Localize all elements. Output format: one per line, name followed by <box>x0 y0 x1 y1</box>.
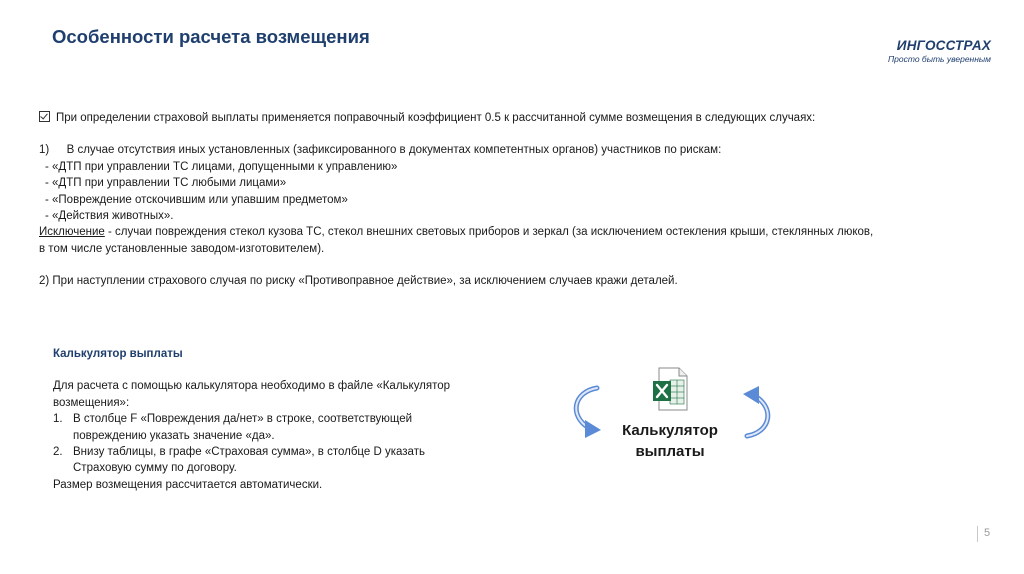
calculator-heading: Калькулятор выплаты <box>53 348 183 360</box>
excel-file-icon <box>651 366 689 412</box>
exception-line <box>39 224 919 240</box>
risk-item: - «Повреждение отскочившим или упавшим предметом» <box>45 193 348 206</box>
case-1-text: В случае отсутствия иных установленных (зафиксированного в документах компетентных органов) участников по рискам: <box>66 144 722 157</box>
risk-item: - «ДТП при управлении ТС любыми лицами» <box>45 177 287 190</box>
calculator-intro-line: возмещения»: <box>53 396 130 409</box>
calculator-step <box>53 411 483 444</box>
case-1-number: 1) <box>39 144 50 157</box>
step-text: Страховую сумму по договору. <box>73 462 237 475</box>
calculator-link-label-line: Калькулятор <box>622 422 718 439</box>
calculator-step <box>53 444 483 477</box>
logo-name: ИНГОССТРАХ <box>896 38 991 53</box>
step-number: 2. <box>53 446 63 459</box>
risk-item: - «ДТП при управлении ТС лицами, допущенными к управлению» <box>45 160 398 173</box>
calculator-link[interactable] <box>565 362 775 472</box>
step-number: 1. <box>53 413 63 426</box>
main-content <box>39 110 919 290</box>
calculator-link-label <box>605 420 735 462</box>
checkbox-checked-icon <box>39 111 50 122</box>
exception-line-2: в том числе установленные заводом-изготовителем). <box>39 242 325 255</box>
calculator-section <box>53 346 483 493</box>
page-number: 5 <box>984 527 991 539</box>
calculator-link-label-line: выплаты <box>635 443 705 460</box>
page-number-divider <box>977 526 978 542</box>
intro-text: При определении страховой выплаты применяется поправочный коэффициент 0.5 к рассчитанной сумме возмещения в следующих случаях: <box>56 112 816 124</box>
calculator-intro <box>53 378 483 411</box>
intro-paragraph <box>39 110 919 126</box>
risk-item: - «Действия животных». <box>45 210 174 223</box>
exception-label: Исключение <box>39 226 105 239</box>
exception-text: - случаи повреждения стекол кузова ТС, стекол внешних световых приборов и зеркал (за исключением остекления крыши, стеклянных люков, <box>104 226 874 239</box>
case-1 <box>39 142 919 158</box>
step-text: повреждению указать значение «да». <box>73 429 275 442</box>
step-text: Внизу таблицы, в графе «Страховая сумма», в столбце D указать <box>73 446 425 459</box>
curved-arrow-left-icon <box>567 384 607 440</box>
company-logo <box>888 38 991 64</box>
calculator-intro-line: Для расчета с помощью калькулятора необходимо в файле «Калькулятор <box>53 380 451 393</box>
case-2: 2) При наступлении страхового случая по риску «Противоправное действие», за исключением случаев кражи деталей. <box>39 275 678 288</box>
page-title: Особенности расчета возмещения <box>52 26 370 47</box>
calculator-footer: Размер возмещения рассчитается автоматически. <box>53 478 323 491</box>
step-text: В столбце F «Повреждения да/нет» в строке, соответствующей <box>73 413 413 426</box>
curved-arrow-right-icon <box>737 384 777 440</box>
logo-slogan: Просто быть уверенным <box>887 54 991 64</box>
